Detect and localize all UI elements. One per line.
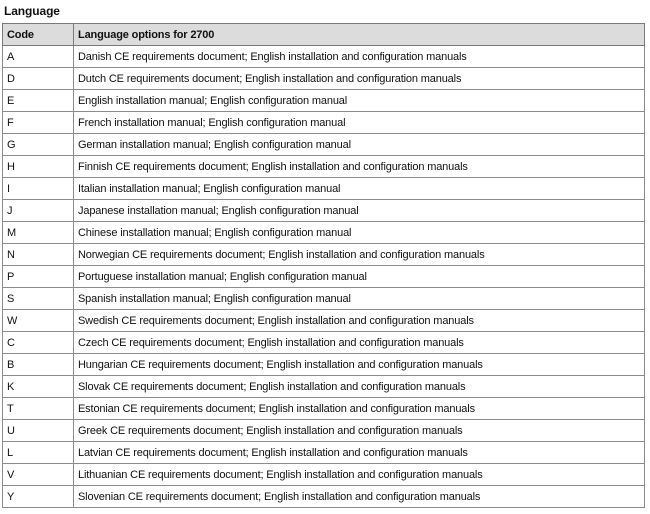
language-option-cell: German installation manual; English configuration manual [74,134,645,156]
language-option-cell: Swedish CE requirements document; English installation and configuration manuals [74,310,645,332]
language-code-cell: H [3,156,74,178]
language-option-cell: Finnish CE requirements document; English installation and configuration manuals [74,156,645,178]
language-option-cell: Slovak CE requirements document; English installation and configuration manuals [74,376,645,398]
table-row [3,288,645,310]
column-header-options: Language options for 2700 [74,24,645,46]
language-option-cell: English installation manual; English configuration manual [74,90,645,112]
language-code-cell: U [3,420,74,442]
table-row [3,46,645,68]
table-row [3,354,645,376]
table-row [3,442,645,464]
table-row [3,376,645,398]
table-row [3,464,645,486]
language-option-cell: Norwegian CE requirements document; English installation and configuration manuals [74,244,645,266]
language-option-cell: Greek CE requirements document; English installation and configuration manuals [74,420,645,442]
table-row [3,244,645,266]
language-option-cell: Czech CE requirements document; English installation and configuration manuals [74,332,645,354]
language-code-cell: F [3,112,74,134]
table-row [3,420,645,442]
table-row [3,68,645,90]
language-code-cell: B [3,354,74,376]
language-options-table [2,23,645,508]
table-row [3,156,645,178]
language-code-cell: N [3,244,74,266]
language-option-cell: Chinese installation manual; English configuration manual [74,222,645,244]
language-code-cell: C [3,332,74,354]
language-option-cell: Latvian CE requirements document; English installation and configuration manuals [74,442,645,464]
table-row [3,332,645,354]
language-option-cell: Hungarian CE requirements document; English installation and configuration manuals [74,354,645,376]
language-code-cell: T [3,398,74,420]
language-code-cell: L [3,442,74,464]
language-option-cell: Slovenian CE requirements document; English installation and configuration manuals [74,486,645,508]
table-row [3,222,645,244]
section-title: Language [4,4,60,18]
table-row [3,178,645,200]
table-row [3,310,645,332]
language-code-cell: G [3,134,74,156]
language-code-cell: K [3,376,74,398]
language-option-cell: Dutch CE requirements document; English installation and configuration manuals [74,68,645,90]
language-code-cell: W [3,310,74,332]
table-row [3,398,645,420]
table-row [3,266,645,288]
table-row [3,486,645,508]
language-code-cell: Y [3,486,74,508]
language-code-cell: A [3,46,74,68]
table-row [3,90,645,112]
table-row [3,112,645,134]
language-code-cell: J [3,200,74,222]
language-option-cell: Portuguese installation manual; English configuration manual [74,266,645,288]
table-header-row [3,24,645,46]
language-option-cell: Spanish installation manual; English configuration manual [74,288,645,310]
table-body [3,46,645,508]
language-option-cell: Lithuanian CE requirements document; English installation and configuration manuals [74,464,645,486]
language-code-cell: P [3,266,74,288]
language-option-cell: Japanese installation manual; English configuration manual [74,200,645,222]
language-code-cell: S [3,288,74,310]
language-option-cell: Estonian CE requirements document; English installation and configuration manuals [74,398,645,420]
language-code-cell: M [3,222,74,244]
language-option-cell: Danish CE requirements document; English installation and configuration manuals [74,46,645,68]
language-code-cell: I [3,178,74,200]
table-row [3,134,645,156]
language-code-cell: D [3,68,74,90]
table-row [3,200,645,222]
column-header-code: Code [3,24,74,46]
language-code-cell: V [3,464,74,486]
language-option-cell: Italian installation manual; English configuration manual [74,178,645,200]
language-option-cell: French installation manual; English configuration manual [74,112,645,134]
language-code-cell: E [3,90,74,112]
